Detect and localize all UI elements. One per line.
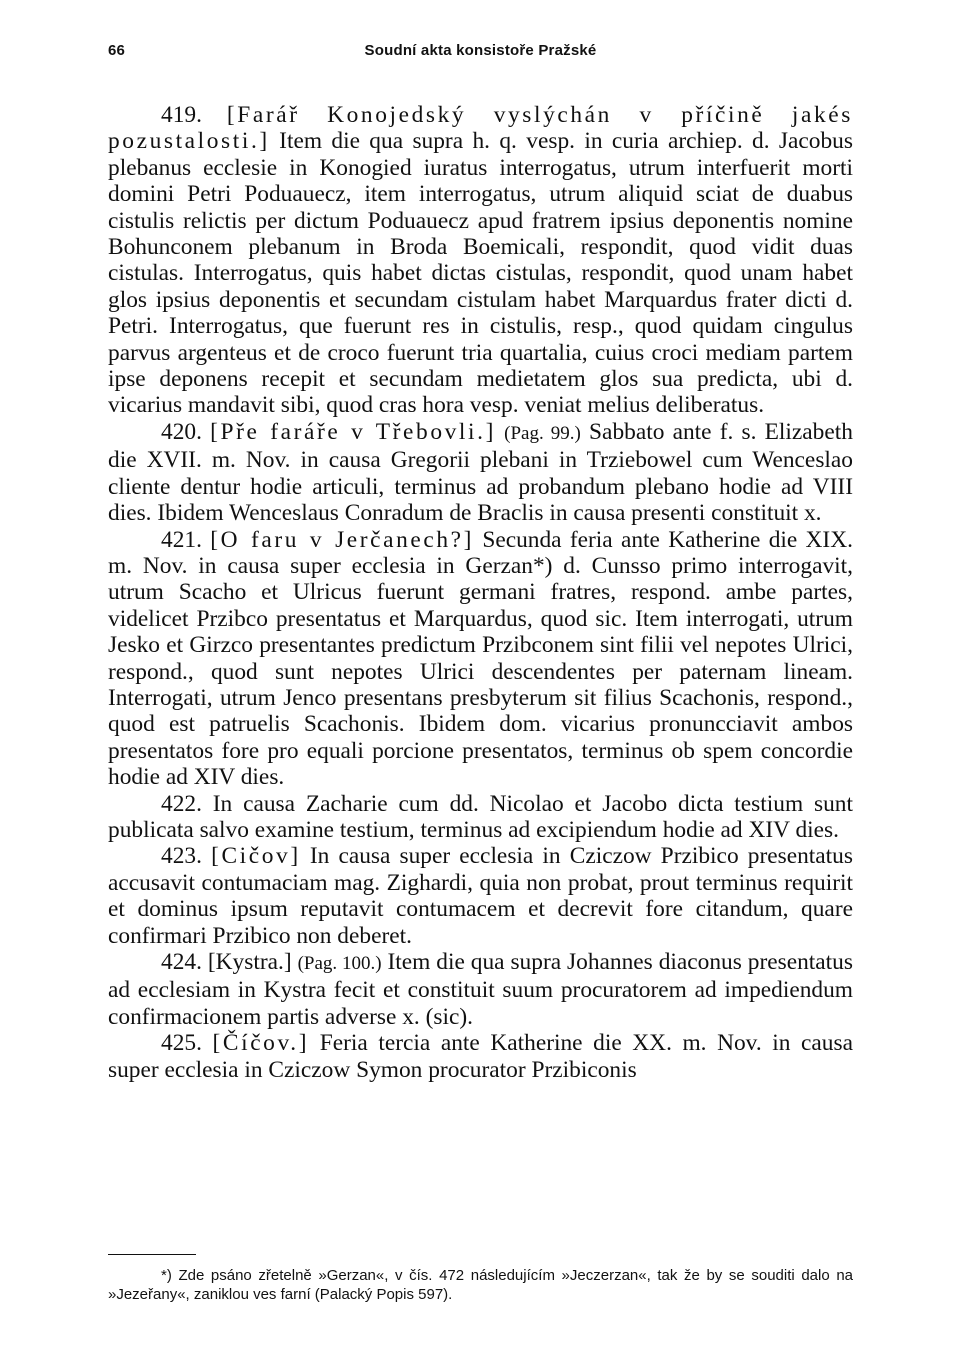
footnote: *) Zde psáno zřetelně »Gerzan«, v čís. 472 následujícím »Jeczerzan«, tak že by se souditi dalo na »Jezeřany«, zaniklou ves farní (Palacký Popis 597). [108,1267,853,1303]
entry-heading: [Pře faráře v Třebovli.] [210,418,496,445]
entry-425 [108,1030,853,1083]
page-number: 66 [108,42,126,59]
entry-text: Item die qua supra h. q. vesp. in curia archiep. d. Jacobus plebanus ecclesie in Konogied iuratus interrogatus, utrum interfuerit morti domini Petri Poduauecz, item interrogatus, utrum aliquid sciat de duabus cistulis relictis per dictum Poduauecz apud fratrem ipsius deponentis nomine Bohunconem plebanum in Broda Boemicali, respondit, quod vidit duas cistulas. Interrogatus, quis habet dictas cistulas, respondit, quod unam habet glos ipsius deponentis et secundam cistulam habet Marquardus frater dicti d. Petri. Interrogatus, que fuerunt res in cistulis, resp., quod quidam cingulus parvus argenteus et de croco fuerunt tria quartalia, cuius croci mediam partem ipse deponens recepit et secundam medietatem glos sua predicta, ubi d. vicarius mandavit sibi, quod cras hora vesp. veniat melius deliberatus. [108,128,853,419]
entry-421 [108,527,853,791]
document-page [108,42,853,1083]
running-title: Soudní akta konsistoře Pražské [364,42,597,59]
entry-number: 425. [161,1030,202,1057]
entry-heading: [Farář Konojedský vyslýchán v příčině jakés pozustalosti.] [108,102,853,155]
entry-text: Secunda feria ante Katherine die XIX. m. Nov. in causa super ecclesia in Gerzan*) d. Cunsso primo interrogavit, utrum Scacho et Ulricus fuerunt germani fratres, respond. ambe partes, videlicet Przibco presentatus et Marquardus, quod sic. Item interrogati, utrum Jesko et Girzco presentantes predictum Przibconem sint filii vel nepotes Ulrici, respond., quod sunt nepotes Ulrici descendentes per paternam lineam. Interrogati, utrum Jenco presentans presbyterum sit filius Scachonis, respond., quod est patruelis Scachonis. Ibidem dom. vicarius pronuncciavit ambos presentatos fore pro equali porcione presentatos, terminus ob spem concordie hodie ad XIV dies. [108,526,853,791]
entry-number: 424. [161,949,202,975]
entry-number: 420. [161,418,202,445]
entry-number: 419. [161,102,202,128]
entry-number: 423. [161,843,202,870]
entry-text: Item die qua supra Johannes diaconus presentatus ad ecclesiam in Kystra fecit et constituit suum procuratorem ad impediendum confirmacionem partis adverse x. (sic). [108,949,853,1030]
entry-423 [108,843,853,949]
entry-heading: [Kystra.] [207,949,292,975]
footnote-divider [108,1254,196,1255]
page-reference: (Pag. 100.) [297,953,382,974]
entry-text: In causa super ecclesia in Cziczow Przibico presentatus accusavit contumaciam mag. Zighardi, quia non probat, prout terminus requirit et dominus ipsum reputavit contumacem et decrevit fore citandum, quare confirmari Przibico non deberet. [108,843,853,949]
entry-heading: [O faru v Jerčanech?] [210,526,475,553]
entry-text: Sabbato ante f. s. Elizabeth die XVII. m. Nov. in causa Gregorii plebani in Trziebowel cum Wenceslao cliente dentur hodie articuli, terminus ad probandum plebano hodie ad VIII dies. Ibidem Wenceslaus Conradum de Braclis in causa presenti constituit x. [108,418,853,527]
entry-number: 421. [161,526,202,553]
entry-heading: [Cičov] [211,843,301,870]
entry-text: Feria tercia ante Katherine die XX. m. Nov. in causa super ecclesia in Cziczow Symon procurator Przibiconis [108,1030,853,1083]
entry-419 [108,102,853,419]
entry-424 [108,949,853,1030]
entry-422 [108,791,853,844]
page-header [108,42,853,64]
entry-heading: [Číčov.] [212,1030,310,1057]
page-reference: (Pag. 99.) [504,422,581,444]
entry-number: 422. [161,790,202,817]
entry-text: In causa Zacharie cum dd. Nicolao et Jacobo dicta testium sunt publicata salvo examine testium, terminus ad excipiendum hodie ad XIV dies. [108,790,853,843]
body-text [108,102,853,1083]
entry-420 [108,419,853,527]
